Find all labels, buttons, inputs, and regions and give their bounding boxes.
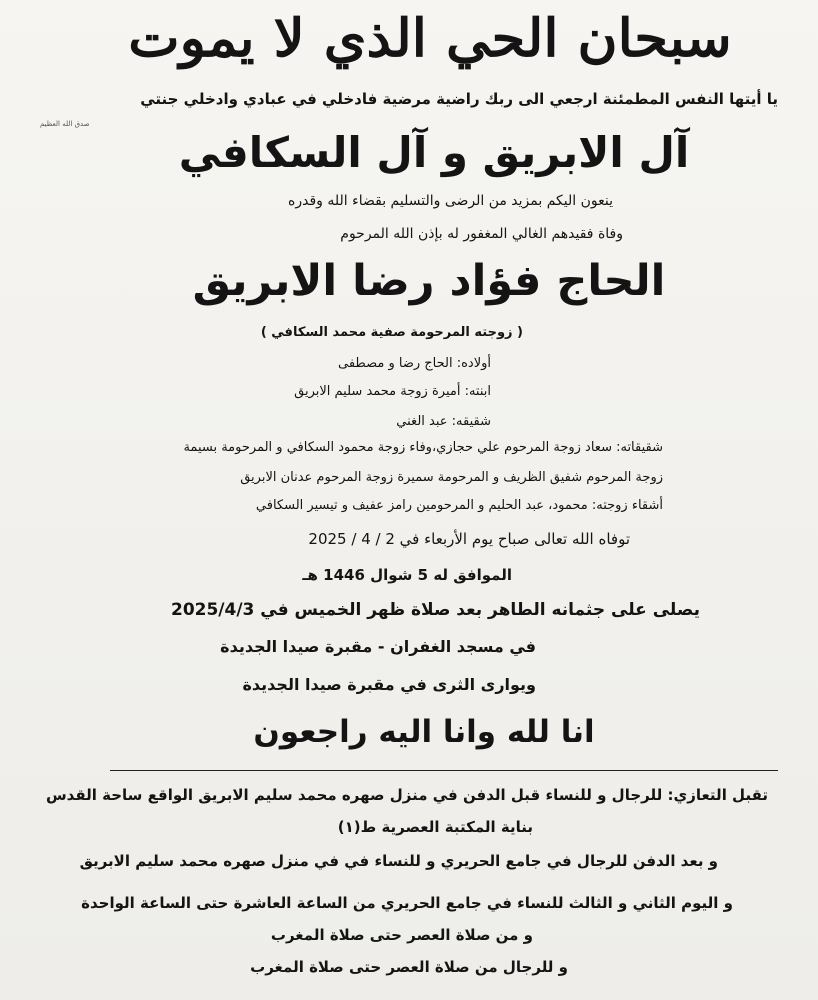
verse-attribution: صدق الله العظيم <box>40 120 90 128</box>
family-names-heading: آل الابريق و آل السكافي <box>178 128 690 177</box>
intro-line-1: ينعون اليكم بمزيد من الرضى والتسليم بقضاء الله وقدره <box>288 193 613 209</box>
condolences-line-4: و اليوم الثاني و الثالث للنساء في جامع الحريري من الساعة العاشرة حتى الساعة الواحدة <box>81 894 733 912</box>
basmala-calligraphy: سبحان الحي الذي لا يموت <box>128 8 732 69</box>
quran-verse: يا أيتها النفس المطمئنة ارجعي الى ربك راضية مرضية فادخلي في عبادي وادخلي جنتي <box>140 90 778 108</box>
relatives-wife-brothers: أشقاء زوجته: محمود، عبد الحليم و المرحومين رامز عفيف و تيسير السكافي <box>255 498 663 513</box>
hijri-date: الموافق له 5 شوال 1446 هـ <box>302 566 512 584</box>
relatives-brother: شقيقه: عبد الغني <box>396 414 491 429</box>
funeral-prayer: يصلى على جثمانه الطاهر بعد صلاة ظهر الخميس في 2025/4/3 <box>170 600 700 620</box>
closing-phrase: انا لله وانا اليه راجعون <box>253 714 595 750</box>
condolences-line-3: و بعد الدفن للرجال في جامع الحريري و للنساء في في منزل صهره محمد سليم الابريق <box>79 852 718 870</box>
funeral-mosque: في مسجد الغفران - مقبرة صيدا الجديدة <box>220 637 536 656</box>
deceased-wife: ( زوجته المرحومة صفية محمد السكافي ) <box>260 325 523 340</box>
death-date: توفاه الله تعالى صباح يوم الأربعاء في 2 / 4 / 2025 <box>308 530 630 548</box>
relatives-sisters-line-2: زوجة المرحوم شفيق الظريف و المرحومة سميرة زوجة المرحوم عدنان الابريق <box>240 470 663 485</box>
condolences-line-6: و للرجال من صلاة العصر حتى صلاة المغرب <box>250 958 568 976</box>
section-divider <box>110 770 778 771</box>
deceased-name: الحاج فؤاد رضا الابريق <box>192 256 666 306</box>
relatives-sons: أولاده: الحاج رضا و مصطفى <box>338 356 491 371</box>
relatives-sisters-line-1: شقيقاته: سعاد زوجة المرحوم علي حجازي،وفاء زوجة محمود السكافي و المرحومة بسيمة <box>183 440 663 455</box>
condolences-line-1: تقبل التعازي: للرجال و للنساء قبل الدفن في منزل صهره محمد سليم الابريق الواقع ساحة القدس <box>45 786 768 804</box>
intro-line-2: وفاة فقيدهم الغالي المغفور له بإذن الله المرحوم <box>340 226 623 242</box>
funeral-burial: ويوارى الثرى في مقبرة صيدا الجديدة <box>242 675 536 694</box>
condolences-line-2: بناية المكتبة العصرية ط(١) <box>337 818 533 836</box>
relatives-daughter: ابنته: أميرة زوجة محمد سليم الابريق <box>294 384 491 399</box>
condolences-line-5: و من صلاة العصر حتى صلاة المغرب <box>270 926 533 944</box>
